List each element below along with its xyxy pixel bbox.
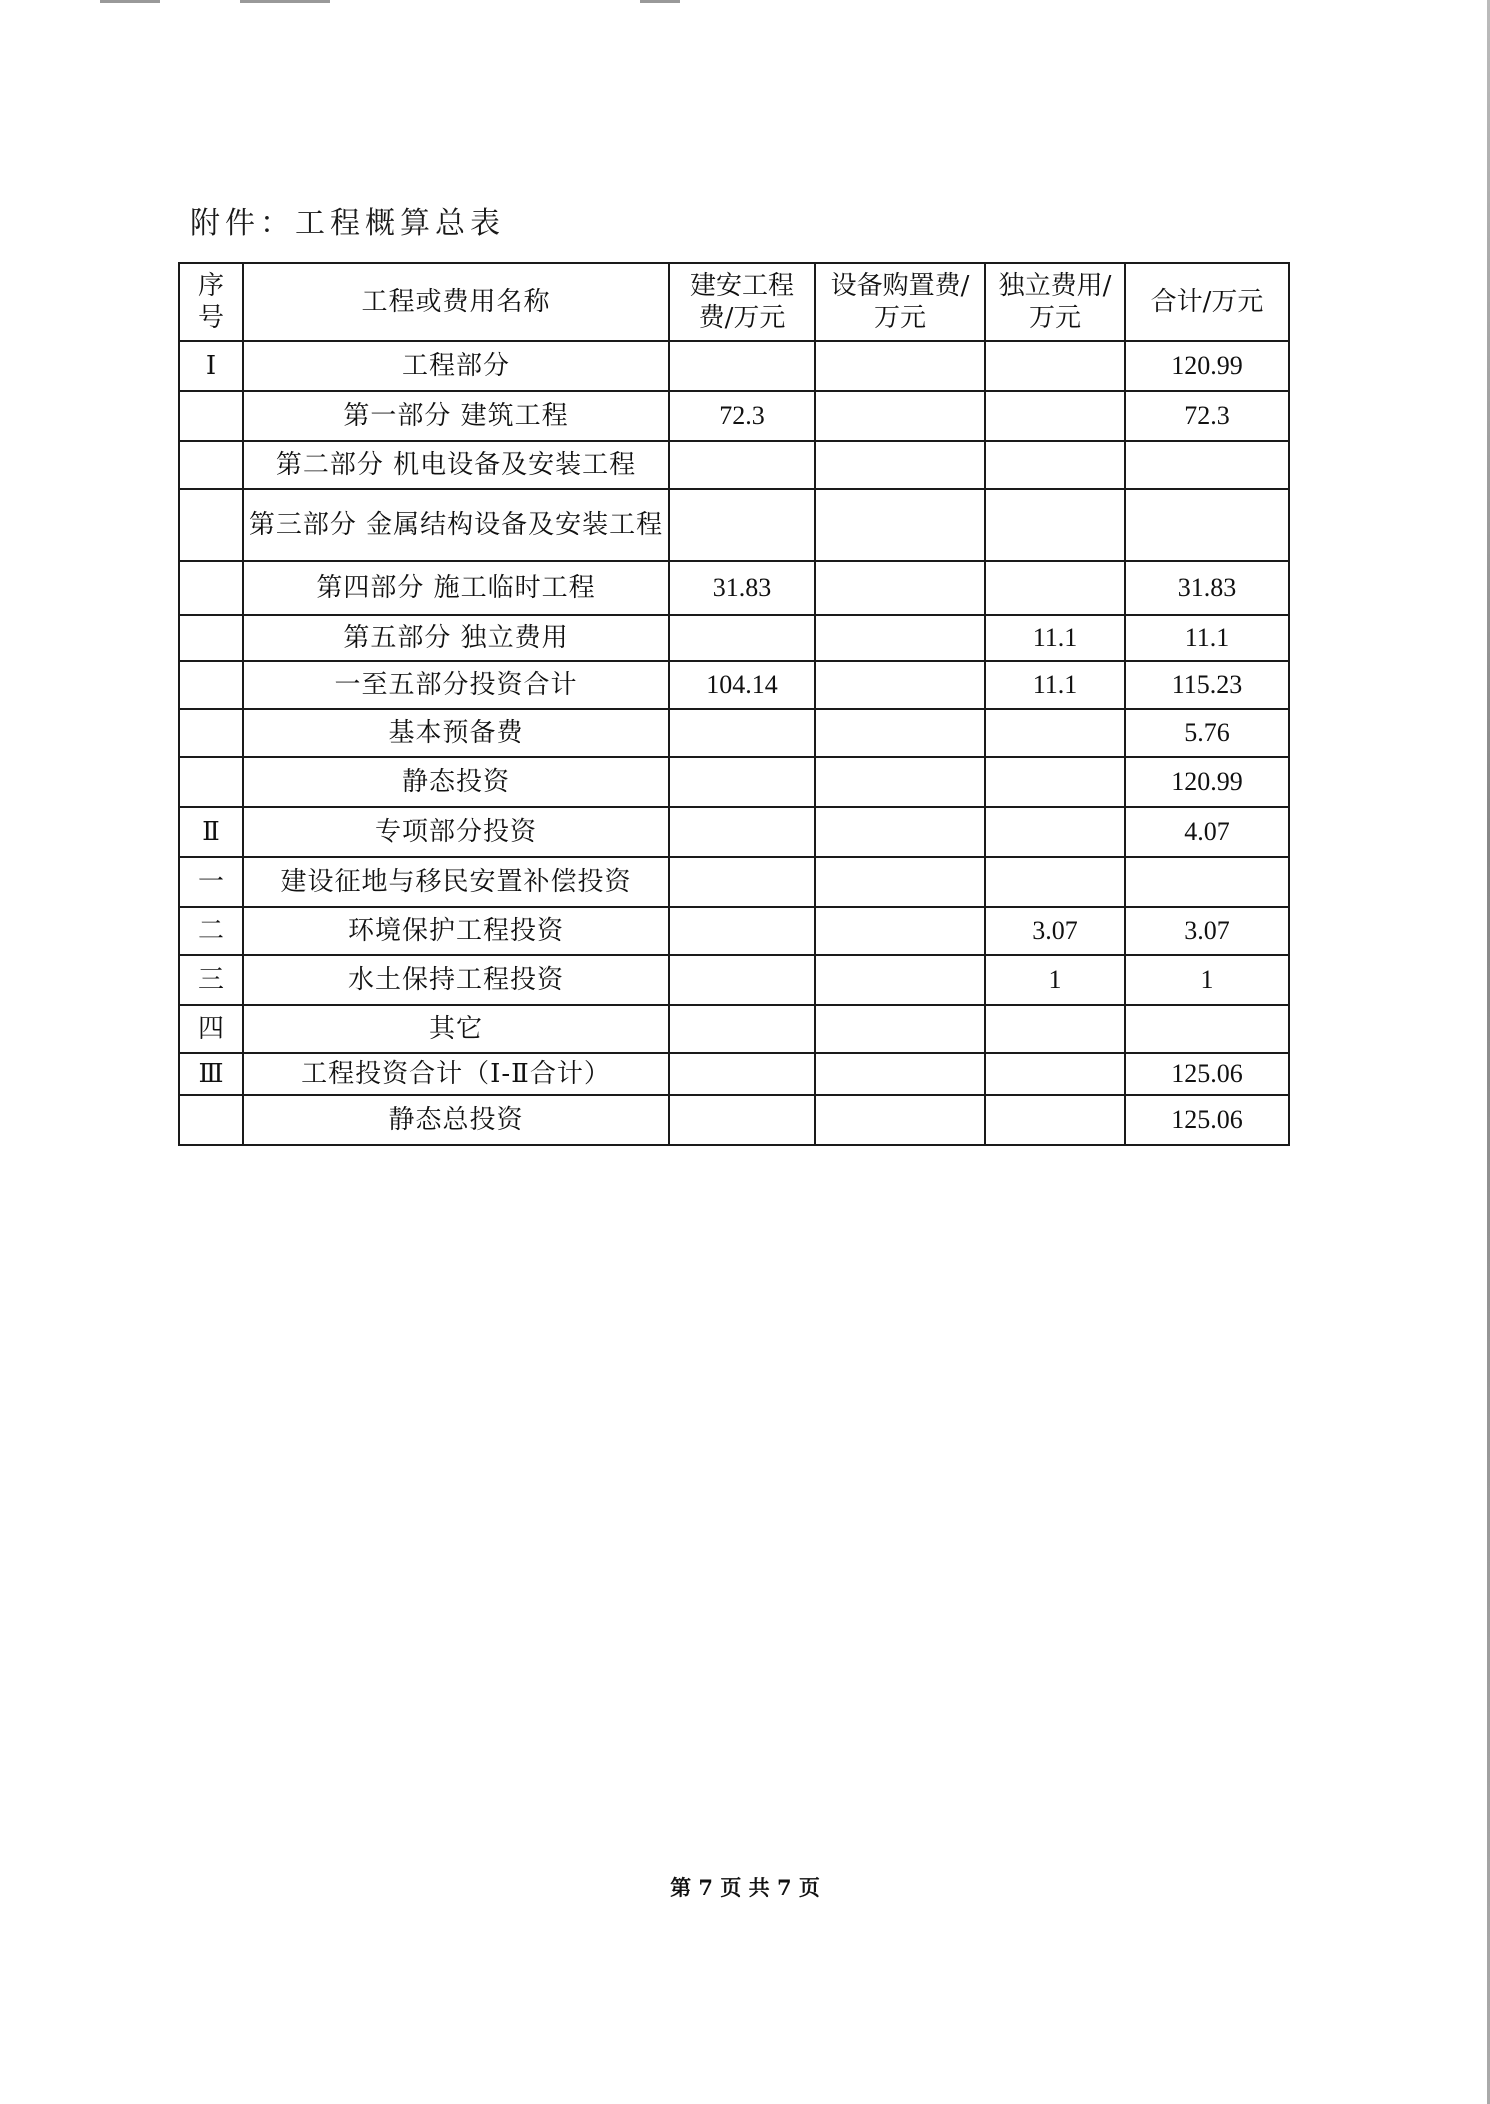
row-name: 基本预备费 xyxy=(243,709,669,757)
row-independent-cost xyxy=(985,441,1125,489)
row-total: 5.76 xyxy=(1125,709,1289,757)
row-index: Ⅰ xyxy=(179,341,243,391)
row-equipment-cost xyxy=(815,857,985,907)
scan-mark xyxy=(640,0,680,3)
row-name: 第二部分 机电设备及安装工程 xyxy=(243,441,669,489)
row-equipment-cost xyxy=(815,807,985,857)
row-total: 120.99 xyxy=(1125,341,1289,391)
row-independent-cost xyxy=(985,1005,1125,1053)
row-name: 一至五部分投资合计 xyxy=(243,661,669,709)
row-total: 4.07 xyxy=(1125,807,1289,857)
scan-mark xyxy=(100,0,160,3)
header-index: 序号 xyxy=(179,263,243,341)
row-construction-cost xyxy=(669,1005,815,1053)
header-independent-cost: 独立费用/万元 xyxy=(985,263,1125,341)
row-equipment-cost xyxy=(815,391,985,441)
row-index: 二 xyxy=(179,907,243,955)
row-index xyxy=(179,757,243,807)
row-equipment-cost xyxy=(815,1053,985,1095)
row-independent-cost xyxy=(985,857,1125,907)
table-row xyxy=(179,661,1289,709)
row-independent-cost: 11.1 xyxy=(985,615,1125,661)
row-name: 工程投资合计（Ⅰ-Ⅱ合计） xyxy=(243,1053,669,1095)
row-name: 工程部分 xyxy=(243,341,669,391)
row-name: 其它 xyxy=(243,1005,669,1053)
row-index xyxy=(179,561,243,615)
header-equipment-cost: 设备购置费/万元 xyxy=(815,263,985,341)
row-name: 建设征地与移民安置补偿投资 xyxy=(243,857,669,907)
page-footer: 第 7 页 共 7 页 xyxy=(670,1875,820,1900)
row-independent-cost xyxy=(985,391,1125,441)
header-construction-cost: 建安工程费/万元 xyxy=(669,263,815,341)
table-row xyxy=(179,857,1289,907)
table-header-row xyxy=(179,263,1289,341)
table-row xyxy=(179,1095,1289,1145)
row-equipment-cost xyxy=(815,615,985,661)
row-equipment-cost xyxy=(815,661,985,709)
row-total: 31.83 xyxy=(1125,561,1289,615)
row-equipment-cost xyxy=(815,441,985,489)
row-equipment-cost xyxy=(815,1095,985,1145)
table-row xyxy=(179,489,1289,561)
row-index xyxy=(179,615,243,661)
row-total: 11.1 xyxy=(1125,615,1289,661)
row-name: 第一部分 建筑工程 xyxy=(243,391,669,441)
row-construction-cost xyxy=(669,709,815,757)
row-independent-cost xyxy=(985,1053,1125,1095)
row-total xyxy=(1125,441,1289,489)
row-index xyxy=(179,709,243,757)
row-independent-cost xyxy=(985,489,1125,561)
row-construction-cost xyxy=(669,757,815,807)
table-row xyxy=(179,1053,1289,1095)
row-total: 1 xyxy=(1125,955,1289,1005)
row-total: 120.99 xyxy=(1125,757,1289,807)
row-equipment-cost xyxy=(815,489,985,561)
row-index: 三 xyxy=(179,955,243,1005)
row-index xyxy=(179,391,243,441)
table-row xyxy=(179,1005,1289,1053)
row-total xyxy=(1125,857,1289,907)
row-index: Ⅱ xyxy=(179,807,243,857)
table-row xyxy=(179,709,1289,757)
row-index xyxy=(179,1095,243,1145)
row-independent-cost: 11.1 xyxy=(985,661,1125,709)
row-construction-cost xyxy=(669,441,815,489)
row-name: 第三部分 金属结构设备及安装工程 xyxy=(243,489,669,561)
row-total: 125.06 xyxy=(1125,1053,1289,1095)
row-index: Ⅲ xyxy=(179,1053,243,1095)
row-total: 125.06 xyxy=(1125,1095,1289,1145)
row-name: 第五部分 独立费用 xyxy=(243,615,669,661)
row-equipment-cost xyxy=(815,341,985,391)
row-index: 一 xyxy=(179,857,243,907)
row-equipment-cost xyxy=(815,561,985,615)
row-independent-cost xyxy=(985,1095,1125,1145)
header-name: 工程或费用名称 xyxy=(243,263,669,341)
row-total: 72.3 xyxy=(1125,391,1289,441)
table-row xyxy=(179,561,1289,615)
row-total: 3.07 xyxy=(1125,907,1289,955)
row-name: 专项部分投资 xyxy=(243,807,669,857)
row-independent-cost xyxy=(985,341,1125,391)
row-construction-cost xyxy=(669,615,815,661)
row-index xyxy=(179,661,243,709)
row-total xyxy=(1125,1005,1289,1053)
table-row xyxy=(179,955,1289,1005)
table-row xyxy=(179,807,1289,857)
scan-mark xyxy=(240,0,330,3)
row-equipment-cost xyxy=(815,757,985,807)
row-equipment-cost xyxy=(815,709,985,757)
row-independent-cost xyxy=(985,807,1125,857)
row-construction-cost: 31.83 xyxy=(669,561,815,615)
row-construction-cost xyxy=(669,341,815,391)
row-construction-cost xyxy=(669,955,815,1005)
row-construction-cost: 72.3 xyxy=(669,391,815,441)
row-construction-cost xyxy=(669,907,815,955)
row-equipment-cost xyxy=(815,955,985,1005)
row-independent-cost: 1 xyxy=(985,955,1125,1005)
table-row xyxy=(179,341,1289,391)
table-row xyxy=(179,391,1289,441)
row-independent-cost xyxy=(985,709,1125,757)
row-independent-cost: 3.07 xyxy=(985,907,1125,955)
row-construction-cost: 104.14 xyxy=(669,661,815,709)
row-index: 四 xyxy=(179,1005,243,1053)
row-name: 静态总投资 xyxy=(243,1095,669,1145)
row-name: 水土保持工程投资 xyxy=(243,955,669,1005)
budget-summary-table xyxy=(178,262,1290,1146)
row-name: 第四部分 施工临时工程 xyxy=(243,561,669,615)
row-equipment-cost xyxy=(815,1005,985,1053)
row-independent-cost xyxy=(985,757,1125,807)
row-index xyxy=(179,489,243,561)
row-construction-cost xyxy=(669,1095,815,1145)
row-construction-cost xyxy=(669,807,815,857)
row-index xyxy=(179,441,243,489)
table-row xyxy=(179,907,1289,955)
row-construction-cost xyxy=(669,1053,815,1095)
table-row xyxy=(179,757,1289,807)
row-name: 静态投资 xyxy=(243,757,669,807)
row-total xyxy=(1125,489,1289,561)
page-title: 附件：工程概算总表 xyxy=(190,206,505,241)
row-equipment-cost xyxy=(815,907,985,955)
row-total: 115.23 xyxy=(1125,661,1289,709)
header-total: 合计/万元 xyxy=(1125,263,1289,341)
row-construction-cost xyxy=(669,489,815,561)
table-row xyxy=(179,441,1289,489)
row-independent-cost xyxy=(985,561,1125,615)
table-row xyxy=(179,615,1289,661)
row-construction-cost xyxy=(669,857,815,907)
row-name: 环境保护工程投资 xyxy=(243,907,669,955)
